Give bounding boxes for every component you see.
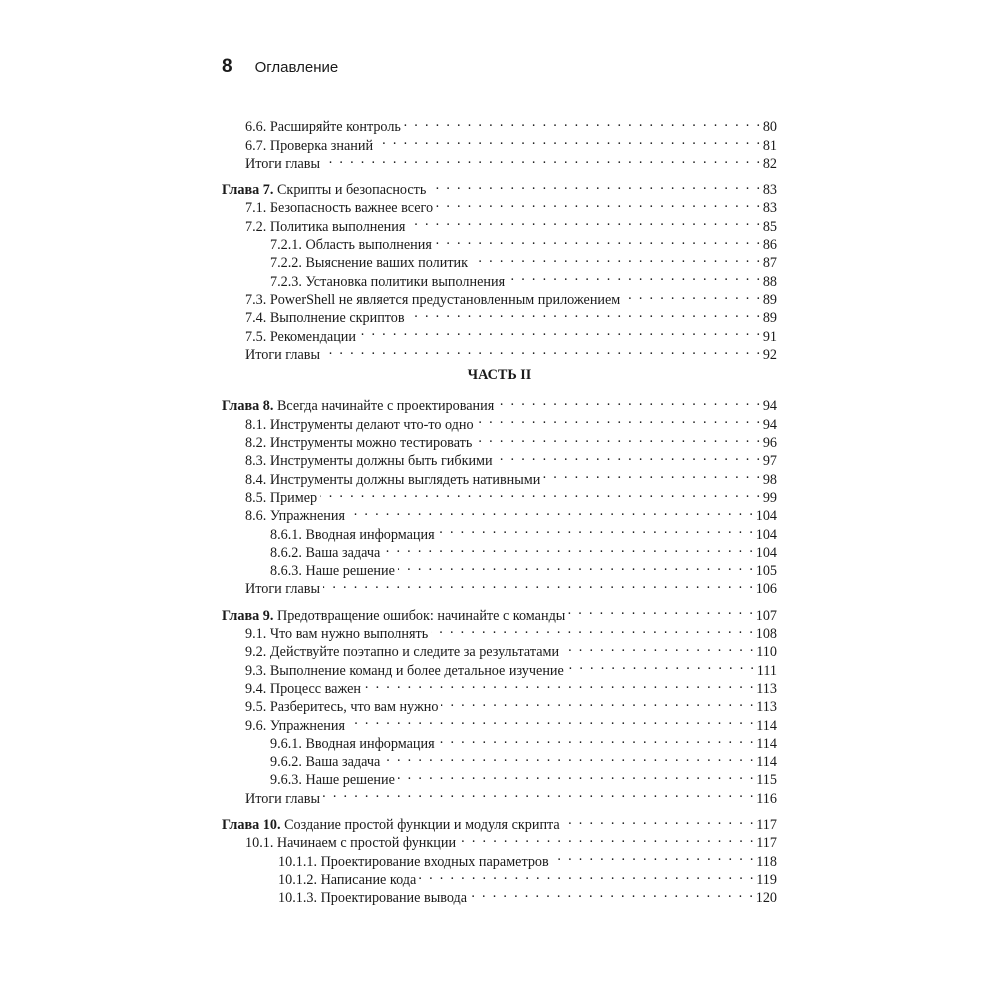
- toc-block-chapter6-end: [222, 113, 777, 172]
- toc-page-number: 80: [762, 119, 777, 136]
- toc-entry[interactable]: [222, 601, 777, 624]
- toc-entry-title: 8.6.1. Вводная информация: [270, 526, 435, 543]
- toc-page-number: 83: [762, 200, 777, 217]
- toc-page-number: 94: [762, 416, 777, 433]
- toc-page-number: 108: [755, 626, 777, 643]
- toc-entry[interactable]: [222, 392, 777, 415]
- toc-page-number: 119: [756, 871, 777, 888]
- toc-page-number: 120: [755, 890, 777, 907]
- dot-leader: [323, 150, 762, 168]
- dot-leader: [431, 620, 755, 638]
- toc-page-number: 91: [762, 328, 777, 345]
- dot-leader: [383, 539, 754, 557]
- toc-entry-title: 7.2.3. Установка политики выполнения: [270, 273, 506, 290]
- toc-page-number: 86: [762, 237, 777, 254]
- chapter-label: Глава 7.: [222, 182, 274, 199]
- toc-entry-title: 7.3. PowerShell не является предустановленным приложением: [245, 291, 621, 308]
- part-title: ЧАСТЬ II: [467, 366, 532, 383]
- toc-entry-title: 10.1.2. Написание кода: [278, 871, 417, 888]
- dot-leader: [438, 730, 756, 748]
- toc-entry-title: [222, 397, 497, 415]
- dot-leader: [364, 675, 755, 693]
- toc-entry-title: 7.1. Безопасность важнее всего: [245, 200, 434, 217]
- toc-entry-title: 8.5. Пример: [245, 489, 318, 506]
- toc-page-number: 117: [756, 816, 777, 833]
- chapter-label: Глава 10.: [222, 816, 281, 833]
- toc-page-number: 104: [755, 544, 777, 561]
- dot-leader: [320, 484, 762, 502]
- table-of-contents: [222, 113, 777, 907]
- dot-leader: [552, 847, 756, 865]
- running-head-title: Оглавление: [254, 59, 339, 76]
- toc-entry-title: 7.5. Рекомендации: [245, 328, 356, 345]
- toc-entry-title: 9.5. Разберитесь, что вам нужно: [245, 699, 439, 716]
- dot-leader: [323, 784, 755, 802]
- toc-entry-title: 9.4. Процесс важен: [245, 680, 361, 697]
- toc-chapter-7: [222, 176, 777, 363]
- toc-entry[interactable]: [222, 176, 777, 199]
- dot-leader: [441, 693, 755, 711]
- page-number: 8: [222, 56, 233, 77]
- dot-leader: [404, 113, 762, 131]
- toc-page-number: 114: [756, 717, 777, 734]
- toc-page-number: 106: [755, 581, 777, 598]
- toc-entry-title: 7.2.1. Область выполнения: [270, 237, 432, 254]
- toc-chapter-8: [222, 392, 777, 598]
- toc-page-number: 94: [762, 398, 777, 415]
- dot-leader: [438, 520, 755, 538]
- toc-page-number: 99: [762, 489, 777, 506]
- dot-leader: [563, 811, 756, 829]
- toc-page-number: 114: [756, 754, 777, 771]
- toc-entry-title: 9.6.1. Вводная информация: [270, 735, 435, 752]
- toc-entry-title: 6.7. Проверка знаний: [245, 137, 374, 154]
- toc-entry-title: 10.1. Начинаем с простой функции: [245, 835, 457, 852]
- toc-page-number: 107: [755, 607, 777, 624]
- toc-entry-title: 8.6.3. Наше решение: [270, 563, 395, 580]
- chapter-title: Предотвращение ошибок: начинайте с команды: [273, 607, 566, 624]
- toc-page-number: 96: [762, 435, 777, 452]
- toc-page-number: 92: [762, 346, 777, 363]
- toc-page-number: 89: [762, 291, 777, 308]
- toc-page-number: 85: [762, 218, 777, 235]
- toc-entry-title: Итоги главы: [245, 790, 321, 807]
- dot-leader: [398, 557, 755, 575]
- toc-page-number: 87: [762, 255, 777, 272]
- dot-leader: [623, 286, 762, 304]
- toc-entry-title: 8.6. Упражнения: [245, 508, 346, 525]
- toc-entry-title: 8.6.2. Ваша задача: [270, 544, 381, 561]
- toc-entry-title: 8.4. Инструменты должны выглядеть нативными: [245, 471, 541, 488]
- toc-chapter-9: [222, 601, 777, 807]
- toc-page-number: 104: [755, 526, 777, 543]
- dot-leader: [567, 656, 756, 674]
- dot-leader: [408, 212, 761, 230]
- toc-entry-title: 9.2. Действуйте поэтапно и следите за результатами: [245, 644, 560, 661]
- toc-page-number: 116: [756, 790, 777, 807]
- toc-page-number: 115: [756, 772, 777, 789]
- toc-entry-title: 6.6. Расширяйте контроль: [245, 119, 401, 136]
- toc-entry-title: 7.2. Политика выполнения: [245, 218, 406, 235]
- toc-entry-title: Итоги главы: [245, 581, 321, 598]
- toc-entry-title: 9.6.2. Ваша задача: [270, 754, 381, 771]
- dot-leader: [348, 711, 755, 729]
- toc-entry-title: 10.1.3. Проектирование вывода: [278, 890, 468, 907]
- page-header: [222, 56, 338, 82]
- toc-page-number: 113: [756, 680, 777, 697]
- toc-page-number: 98: [762, 471, 777, 488]
- chapter-label: Глава 8.: [222, 398, 274, 415]
- toc-page-number: 83: [762, 182, 777, 199]
- toc-page-number: 105: [755, 563, 777, 580]
- dot-leader: [436, 194, 762, 212]
- toc-entry-title: 7.2.2. Выяснение ваших политик: [270, 255, 469, 272]
- dot-leader: [562, 638, 755, 656]
- dot-leader: [471, 249, 762, 267]
- dot-leader: [470, 884, 755, 902]
- dot-leader: [543, 465, 761, 483]
- dot-leader: [398, 766, 755, 784]
- dot-leader: [477, 410, 762, 428]
- toc-entry-title: 8.1. Инструменты делают что-то одно: [245, 416, 474, 433]
- dot-leader: [475, 429, 762, 447]
- toc-page-number: 81: [762, 137, 777, 154]
- toc-entry-title: Итоги главы: [245, 155, 321, 172]
- toc-page-number: 110: [756, 644, 777, 661]
- toc-entry[interactable]: [222, 811, 777, 833]
- dot-leader: [359, 322, 762, 340]
- toc-page-number: 113: [756, 699, 777, 716]
- dot-leader: [435, 231, 762, 249]
- toc-entry-title: Итоги главы: [245, 346, 321, 363]
- toc-entry-title: 8.3. Инструменты должны быть гибкими: [245, 453, 493, 470]
- toc-entry-title: 9.1. Что вам нужно выполнять: [245, 626, 429, 643]
- dot-leader: [348, 502, 755, 520]
- dot-leader: [496, 447, 762, 465]
- dot-leader: [459, 829, 755, 847]
- dot-leader: [508, 267, 762, 285]
- toc-entry-title: 9.6. Упражнения: [245, 717, 346, 734]
- toc-entry-title: 9.6.3. Наше решение: [270, 772, 395, 789]
- toc-entry-title: 7.4. Выполнение скриптов: [245, 310, 405, 327]
- toc-entry[interactable]: [222, 113, 777, 136]
- dot-leader: [323, 575, 755, 593]
- dot-leader: [419, 866, 755, 884]
- toc-page-number: 118: [756, 853, 777, 870]
- toc-page-number: 89: [762, 310, 777, 327]
- dot-leader: [408, 304, 762, 322]
- dot-leader: [429, 176, 761, 194]
- chapter-title: Создание простой функции и модуля скрипта: [280, 816, 560, 833]
- toc-page-number: 97: [762, 453, 777, 470]
- chapter-label: Глава 9.: [222, 607, 274, 624]
- dot-leader: [383, 748, 755, 766]
- chapter-title: Всегда начинайте с проектирования: [273, 398, 495, 415]
- toc-page-number: 88: [762, 273, 777, 290]
- toc-entry-title: 8.2. Инструменты можно тестировать: [245, 435, 473, 452]
- dot-leader: [376, 131, 762, 149]
- toc-page-number: 104: [755, 508, 777, 525]
- chapter-title: Скрипты и безопасность: [273, 182, 427, 199]
- toc-chapter-10: [222, 811, 777, 907]
- toc-page-number: 111: [756, 662, 777, 679]
- toc-entry-title: 9.3. Выполнение команд и более детальное изучение: [245, 662, 564, 679]
- toc-entry-title: 10.1.1. Проектирование входных параметров: [278, 853, 549, 870]
- dot-leader: [568, 601, 754, 619]
- toc-page-number: 117: [756, 835, 777, 852]
- toc-page-number: 82: [762, 155, 777, 172]
- dot-leader: [497, 392, 762, 410]
- toc-page-number: 114: [756, 735, 777, 752]
- dot-leader: [323, 341, 762, 359]
- toc-entry-title: [222, 181, 429, 199]
